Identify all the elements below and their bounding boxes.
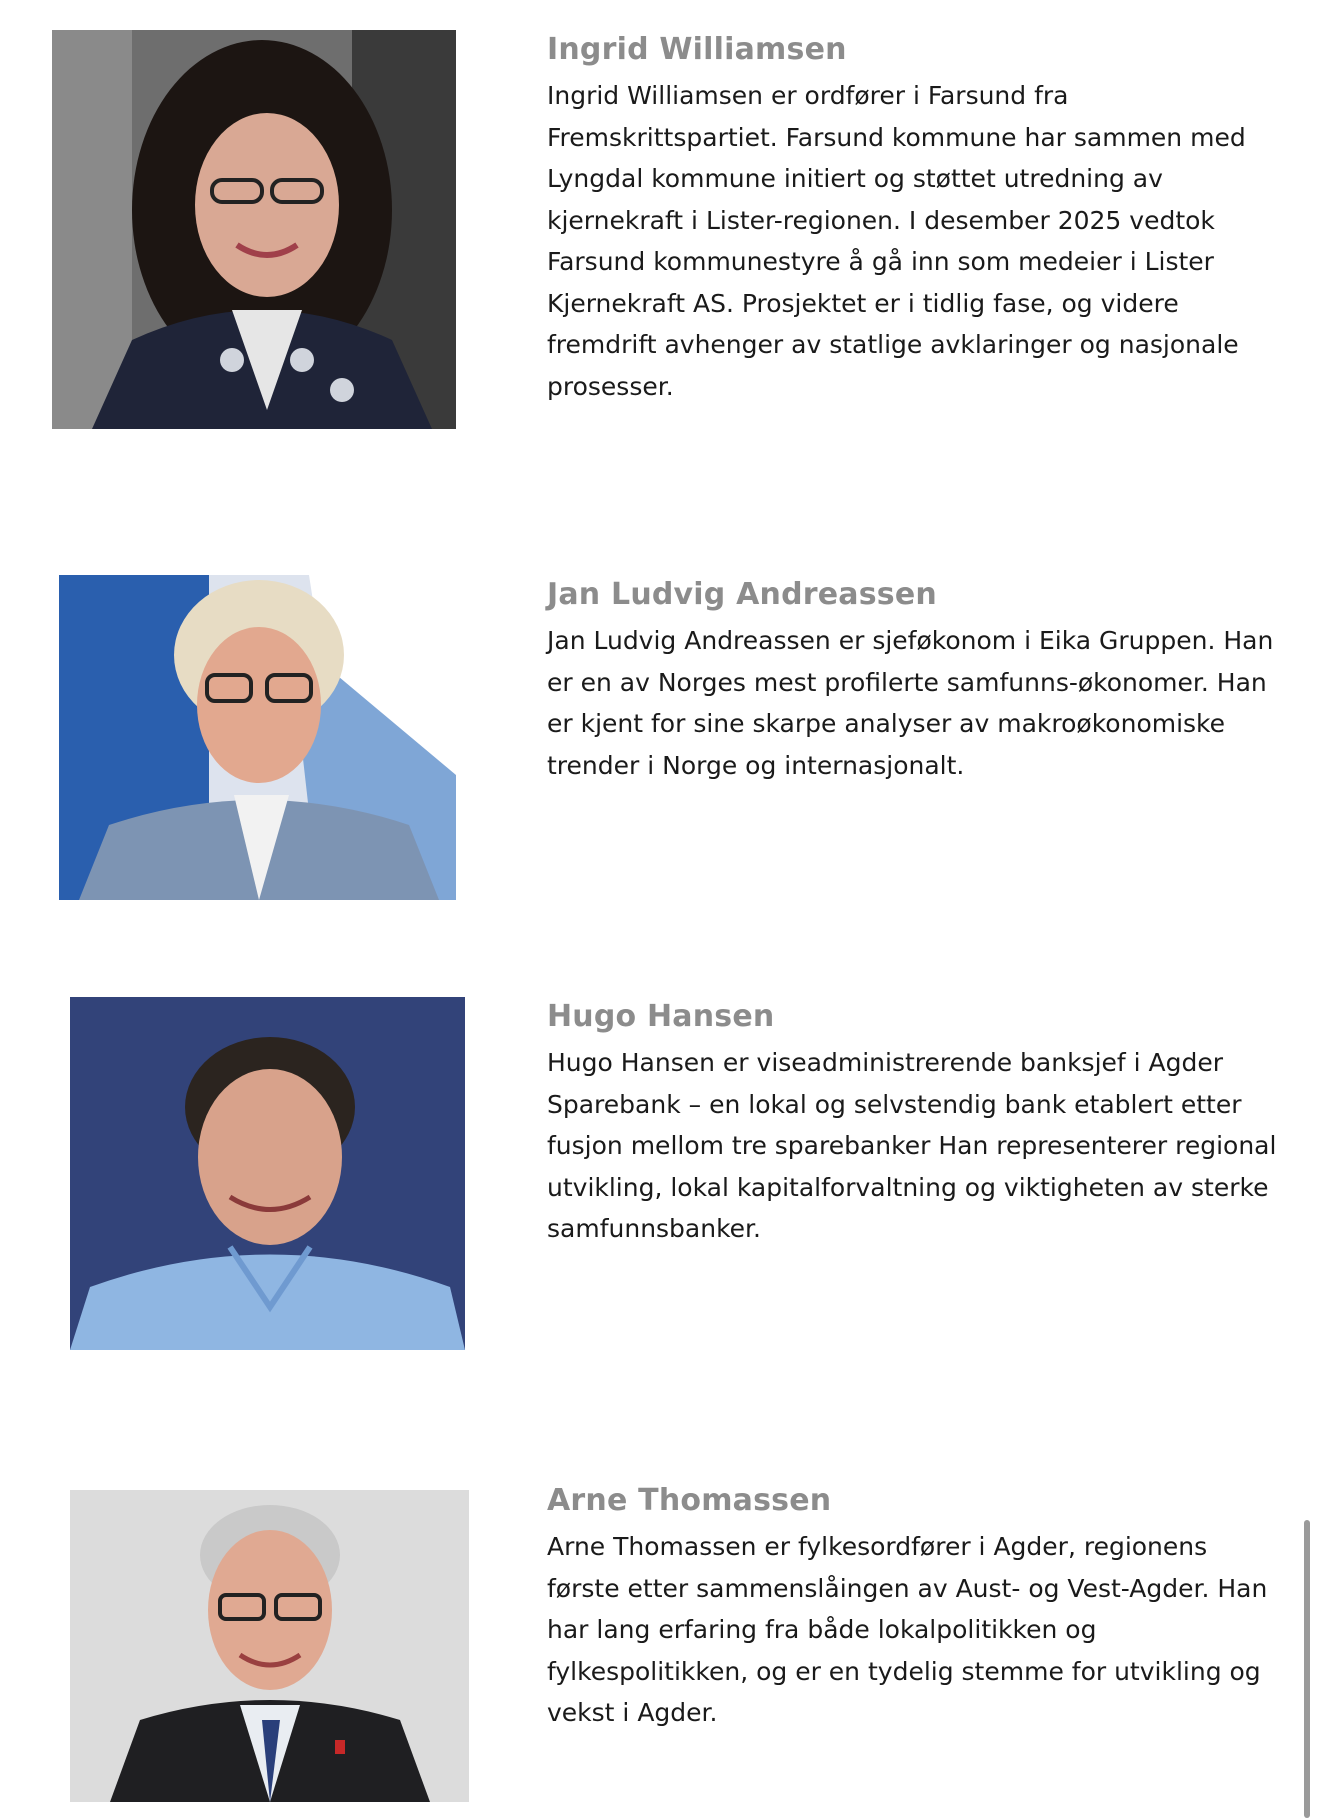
person-description: Arne Thomassen er fylkesordfører i Agder, regionens første etter sammenslåingen av Aust- og Vest-Agder. Han har lang erfaring fra både lokalpolitikken og fylkespolitikken, og er en tydelig stemme for utvikling og vekst i Agder. [547, 1532, 1268, 1727]
portrait-photo [52, 30, 456, 429]
portrait-photo [70, 997, 465, 1350]
person-name: Jan Ludvig Andreassen [547, 577, 937, 612]
portrait-photo [70, 1490, 469, 1802]
person-name: Ingrid Williamsen [547, 32, 847, 67]
person-name: Hugo Hansen [547, 999, 775, 1034]
portrait-photo [59, 575, 456, 900]
person-description: Jan Ludvig Andreassen er sjeføkonom i Eika Gruppen. Han er en av Norges mest profilerte samfunns-økonomer. Han er kjent for sine skarpe analyser av makroøkonomiske trender i Norge og internasjonalt. [547, 626, 1274, 780]
person-description: Hugo Hansen er viseadministrerende banksjef i Agder Sparebank – en lokal og selvstendig bank etablert etter fusjon mellom tre sparebanker Han representerer regional utvikling, lokal kapitalforvaltning og viktigheten av sterke samfunnsbanker. [547, 1048, 1277, 1243]
person-description: Ingrid Williamsen er ordfører i Farsund fra Fremskrittspartiet. Farsund kommune har sammen med Lyngdal kommune initiert og støttet utredning av kjernekraft i Lister-regionen. I desember 2025 vedtok Farsund kommunestyre å gå inn som medeier i Lister Kjernekraft AS. Prosjektet er i tidlig fase, og videre fremdrift avhenger av statlige avklaringer og nasjonale prosesser. [547, 81, 1246, 401]
vertical-scrollbar[interactable] [1304, 1520, 1310, 1818]
person-name: Arne Thomassen [547, 1483, 832, 1518]
